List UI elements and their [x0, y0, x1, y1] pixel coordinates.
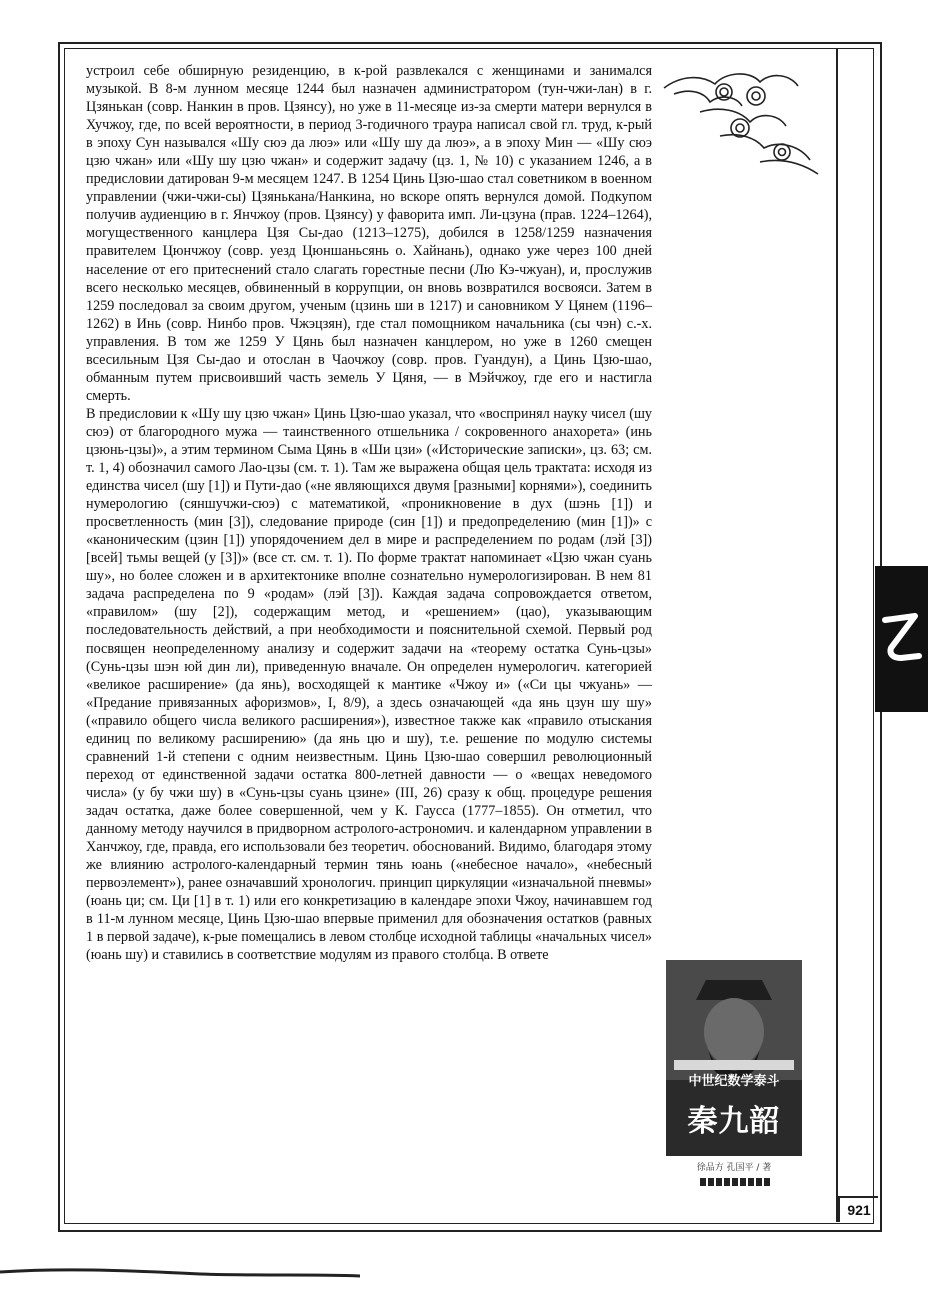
book-cover-caption: 徐品方 孔国平 / 著	[696, 1163, 772, 1173]
side-column-rule	[836, 48, 838, 1222]
section-tab-glyph-icon	[877, 598, 927, 678]
paragraph-2: В предисловии к «Шу шу цзю чжан» Цинь Цзю-шао указал, что «воспринял науку чисел (шу сюэ) от благородного мужа — таинственного отшельника / сокровенного анахорета» (инь цзюнь-цзы)», а этим термином Сыма Цянь в «Ши цзи» («Исторические записки», цз. 63; см. т. 1, 4) обозначил самого Лао-цзы (см. т. 1). Там же выражена общая цель трактата: исходя из единства чисел (шу [1]) и Пути-дао («не являющихся двумя [разными] корнями»), соединить нумерологию (сяншучжи-сюэ) с математикой, «проникновение в дух (шэнь [1]) и просветленность (мин [3]), следование природе (син [1]) и предопределению (мин [1])» с «каноническим (цзин [1]) упорядочением дел в мире и распределением по родам (лэй [3]) [всей] тьмы вещей (у [3])» (все ст. см. т. 1). По форме трактат напоминает «Цзю чжан суань шу», но более сложен и в архитектонике вполне сознательно нумерологизирован. В нем 81 задача распределена по 9 «родам» (лэй [3]). Каждая задача сопровождается ответом, «правилом» (шу [2]), содержащим метод, и «решением» (цао), указывающим последовательность действий, а при необходимости и пояснительной схемой. Первый род посвящен неопределенному анализу и содержит задачи на «теорему остатка Сунь-цзы» (Сунь-цзы шэн юй дин ли), приведенную вначале. Он определен нумерологич. категорией «великое расширение» (да янь), восходящей к мантике «Чжоу и» («Си цы чжуань» — «Предание привязанных афоризмов», I, 8/9), а здесь означающей «да янь цзун шу шу» («правило общего числа великого расширения»), известное также как «правило отыскания единиц по великому расширению» (да янь цю и шу), т.е. решение по модулю системы сравнений 1-й степени с одним неизвестным. Цинь Цзю-шао совершил революционный переход от единственной задачи остатка 800-летней давности — о «вещах неведомого числа» (у бу чжи шу) в «Сунь-цзы суань цзине» (III, 26) сразу к общ. процедуре решения задач остатка, даже более совершенной, чем у К. Гаусса (1777–1855). Он отметил, что данному методу научился в придворном астролого-астрономич. и календарном управлении в Ханчжоу, где, правда, его использовали без теоретич. обоснований. Видимо, благодаря этому же влиянию астролого-календарный термин тянь юань («небесное начало», «небесный первоэлемент»), ранее означавший хронологич. принцип циркуляции «изначальной пневмы» (юань ци; см. Ци [1] в т. 1) или его конкретизацию в календаре эпохи Чжоу, начинавшем год в 11-м лунном месяце, Цинь Цзю-шао впервые применил для обозначения остатков (равных 1 в первой задаче), к-рые помещались в левом столбце исходной таблицы «начальных чисел» (юань шу) и ставились в соответствие модулям из правого столбца. В ответе	[86, 405, 652, 964]
paragraph-1: устроил себе обширную резиденцию, в к-рой развлекался с женщинами и занимался музыкой. В 8-м лунном месяце 1244 был назначен администратором (тун-чжи-лан) в г. Цзянькан (совр. Нанкин в пров. Цзянсу), но уже в 11-месяце из-за смерти матери вернулся в Хучжоу, где, по всей вероятности, в период 3-годичного траура написал свой гл. труд, к-рый в эпоху Сун назывался «Шу сюэ да люэ» или «Шу шу да люэ», а в эпоху Мин — «Шу сюэ цзю чжан» или «Шу шу цзю чжан» и содержит задачу (цз. 1, № 10) с указанием 1246, а в предисловии датирован 9-м месяцем 1247. В 1254 Цинь Цзю-шао стал советником в военном управлении (чжи-чжи-сы) Цзянькана/Нанкина, но вскоре опять вернулся домой. Подкупом получив аудиенцию в г. Янчжоу (пров. Цзянсу) у фаворита имп. Ли-цзуна (прав. 1224–1264), могущественного канцлера Цзя Сы-дао (1213–1275), добился в 1258/1259 назначения правителем Цюнчжоу (совр. уезд Цюншаньсянь о. Хайнань), однако уже через 100 дней население от его притеснений стало слагать горестные песни (Лю Кэ-чжуан), и, прослужив всего несколько месяцев, обвиненный в коррупции, он вновь возвратился восвояси. Затем в 1259 последовал за своим другом, ученым (цзинь ши в 1217) и сановником У Цянем (1196–1262) в Инь (совр. Нинбо пров. Чжэцзян), где стал помощником начальника (сы чэн) с.-х. управления. В том же 1259 У Цянь был назначен канцлером, но уже в 1260 смещен всесильным Цзя Сы-дао и отослан в Чаочжоу (совр. пров. Гуандун), а Цинь Цзю-шао, обманным путем присвоивший часть земель У Цяня, — в Мэйчжоу, где его и настигла смерть.	[86, 63, 652, 404]
book-cover-series-title: 中世纪数学泰斗	[688, 1074, 780, 1089]
publisher-mark	[700, 1178, 770, 1186]
cloud-ornament-icon	[660, 66, 820, 178]
article-body	[86, 62, 652, 964]
scan-artifact-line	[0, 1262, 360, 1282]
book-cover-main-title: 秦九韶	[687, 1104, 781, 1139]
page-number: 921	[838, 1196, 878, 1222]
